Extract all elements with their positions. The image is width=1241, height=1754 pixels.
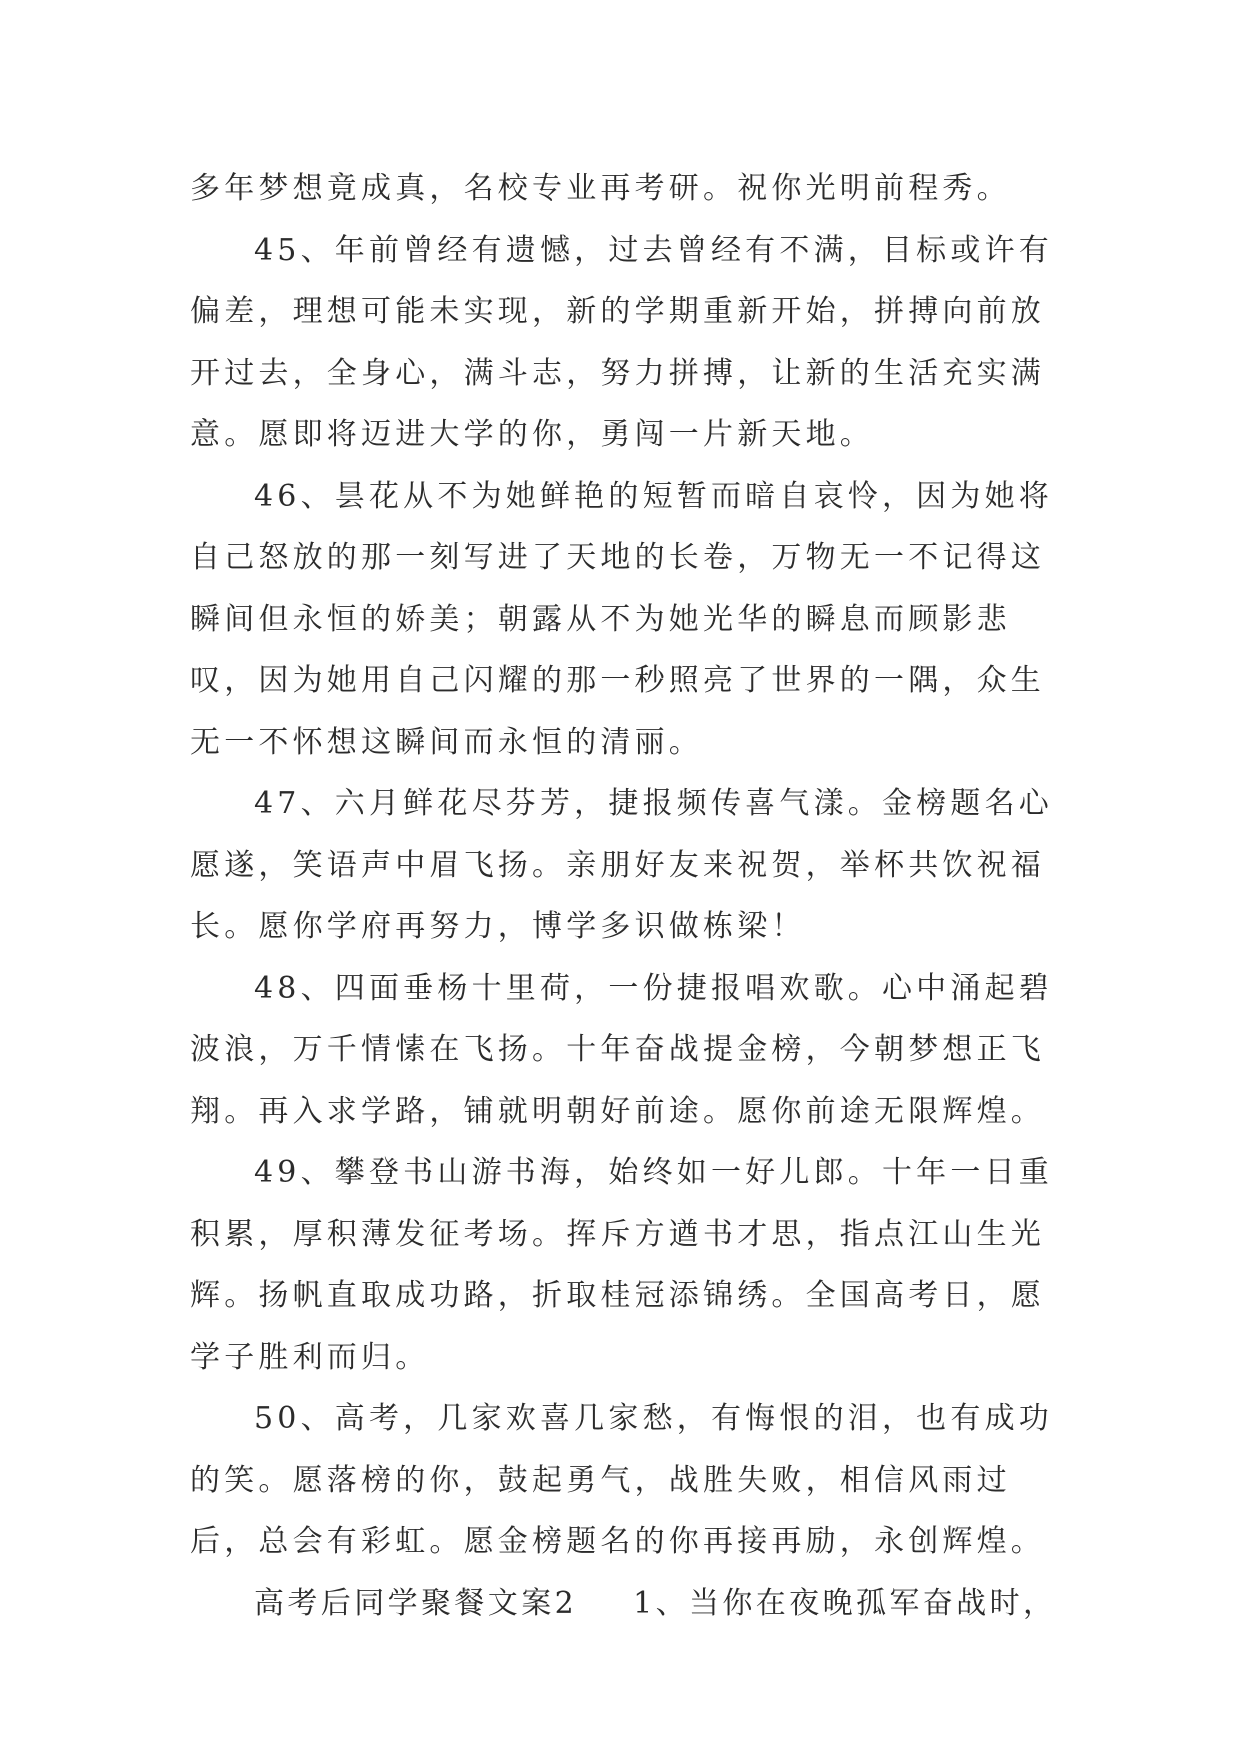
paragraph-46: 46、昙花从不为她鲜艳的短暂而暗自哀怜，因为她将自己怒放的那一刻写进了天地的长卷，万物无一不记得这瞬间但永恒的娇美；朝露从不为她光华的瞬息而顾影悲叹，因为她用自己闪耀的那一秒照亮了世界的一隅，众生无一不怀想这瞬间而永恒的清丽。 <box>190 478 1053 760</box>
paragraph-47: 47、六月鲜花尽芬芳，捷报频传喜气漾。金榜题名心愿遂，笑语声中眉飞扬。亲朋好友来祝贺，举杯共饮祝福长。愿你学府再努力，博学多识做栋梁！ <box>190 786 1053 944</box>
document-body <box>190 158 1060 1634</box>
section-line <box>190 1573 1060 1635</box>
paragraph-50: 50、高考，几家欢喜几家愁，有悔恨的泪，也有成功的笑。愿落榜的你，鼓起勇气，战胜失败，相信风雨过后，总会有彩虹。愿金榜题名的你再接再励，永创辉煌。 <box>190 1401 1053 1559</box>
section-first-item: 1、当你在夜晚孤军奋战时， <box>633 1585 1057 1621</box>
paragraph-continued: 多年梦想竟成真，名校专业再考研。祝你光明前程秀。 <box>190 171 1011 206</box>
paragraph-45: 45、年前曾经有遗憾，过去曾经有不满，目标或许有偏差，理想可能未实现，新的学期重新开始，拼搏向前放开过去，全身心，满斗志，努力拼搏，让新的生活充实满意。愿即将迈进大学的你，勇闯一片新天地。 <box>190 232 1053 452</box>
paragraph-49: 49、攀登书山游书海，始终如一好儿郎。十年一日重积累，厚积薄发征考场。挥斥方遒书才思，指点江山生光辉。扬帆直取成功路，折取桂冠添锦绣。全国高考日，愿学子胜利而归。 <box>190 1155 1053 1375</box>
section-heading: 高考后同学聚餐文案2 <box>254 1585 578 1621</box>
paragraph-48: 48、四面垂杨十里荷，一份捷报唱欢歌。心中涌起碧波浪，万千情愫在飞扬。十年奋战提金榜，今朝梦想正飞翔。再入求学路，铺就明朝好前途。愿你前途无限辉煌。 <box>190 970 1053 1129</box>
